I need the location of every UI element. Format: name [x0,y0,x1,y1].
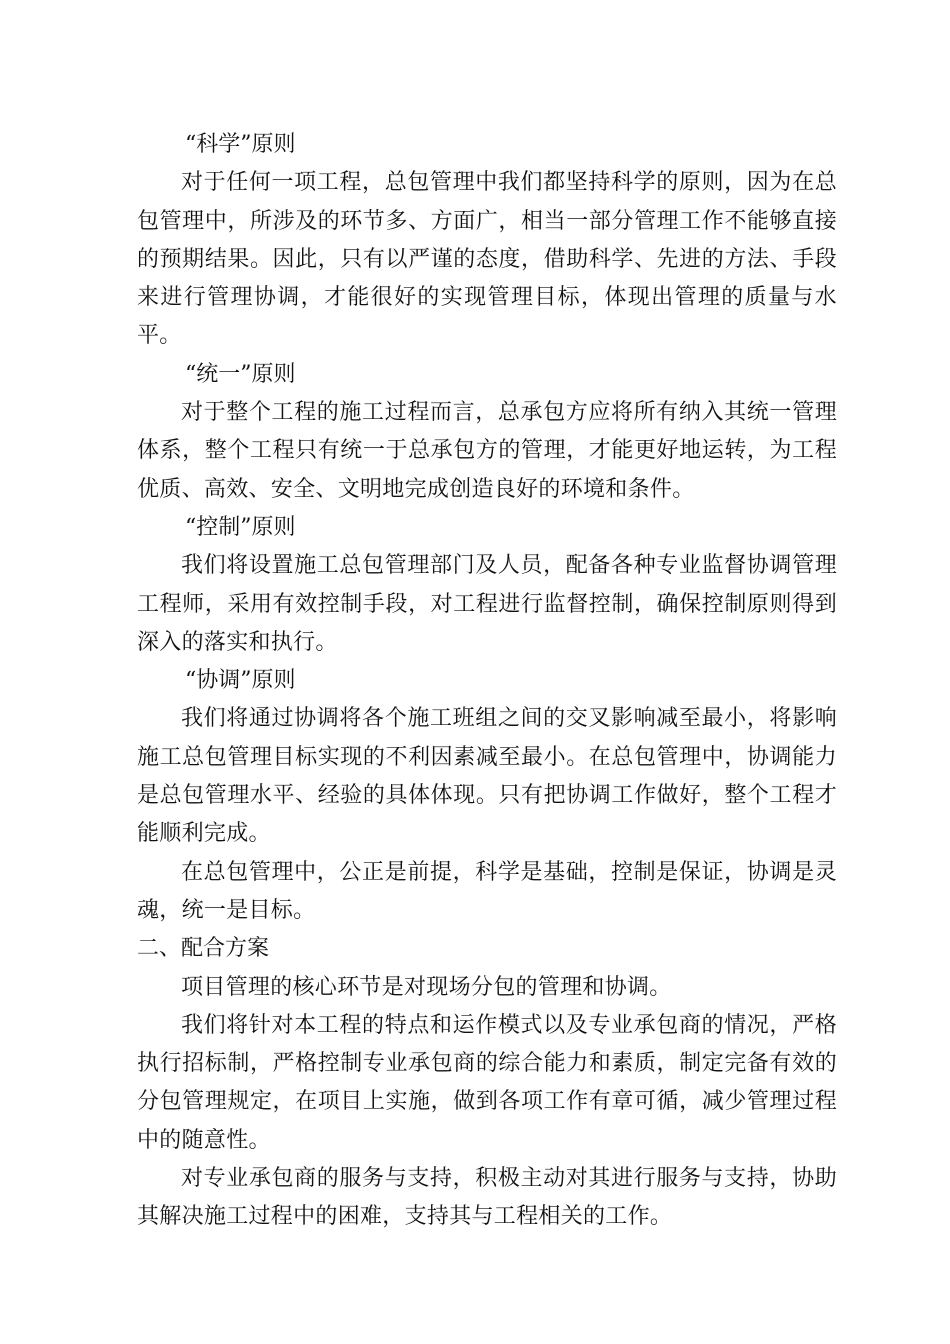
paragraph-coordination: 我们将通过协调将各个施工班组之间的交叉影响减至最小，将影响施工总包管理目标实现的不利因素减至最小。在总包管理中，协调能力是总包管理水平、经验的具体体现。只有把协调工作做好，整个工程才能顺利完成。 [137,706,837,847]
paragraph-core-link: 项目管理的核心环节是对现场分包的管理和协调。 [181,974,672,1000]
section-heading-cooperation-plan: 二、配合方案 [137,936,270,962]
paragraph-science: 对于任何一项工程，总包管理中我们都坚持科学的原则，因为在总包管理中，所涉及的环节多、方面广，相当一部分管理工作不能够直接的预期结果。因此，只有以严谨的态度，借助科学、先进的方法、手段来进行管理协调，才能很好的实现管理目标，体现出管理的质量与水平。 [137,170,837,349]
paragraph-unity: 对于整个工程的施工过程而言，总承包方应将所有纳入其统一管理体系，整个工程只有统一于总承包方的管理，才能更好地运转，为工程优质、高效、安全、文明地完成创造良好的环境和条件。 [137,400,837,502]
paragraph-control: 我们将设置施工总包管理部门及人员，配备各种专业监督协调管理工程师，采用有效控制手段，对工程进行监督控制，确保控制原则得到深入的落实和执行。 [137,553,837,655]
principle-heading-science: “科学”原则 [185,132,296,157]
document-body [137,126,837,1237]
principle-heading-control: “控制”原则 [185,514,296,540]
paragraph-subcontract-rules: 我们将针对本工程的特点和运作模式以及专业承包商的情况，严格执行招标制，严格控制专业承包商的综合能力和素质，制定完备有效的分包管理规定，在项目上实施，做到各项工作有章可循，减少管理过程中的随意性。 [137,1012,837,1153]
paragraph-summary: 在总包管理中，公正是前提，科学是基础，控制是保证，协调是灵魂，统一是目标。 [137,859,837,923]
paragraph-service-support: 对专业承包商的服务与支持，积极主动对其进行服务与支持，协助其解决施工过程中的困难，支持其与工程相关的工作。 [137,1166,837,1230]
principle-heading-unity: “统一”原则 [185,361,296,387]
principle-heading-coordination: “协调”原则 [185,668,296,694]
